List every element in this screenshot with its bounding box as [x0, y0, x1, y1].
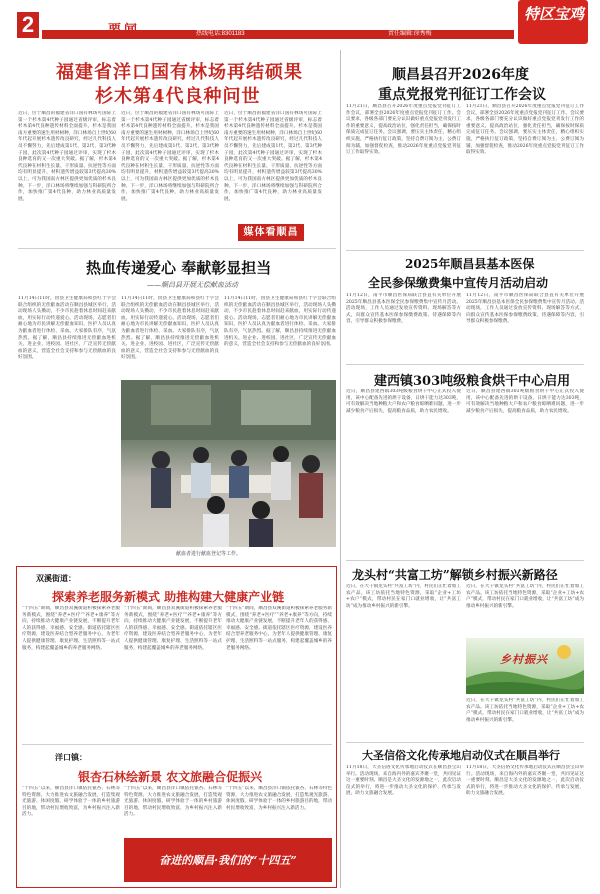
article-culture-body: 11月18日，大圣信俗文化传承地启动仪式在顺昌县宝山举行。活动现场，来自海内外的嘉宾齐聚一堂，共同见证这一重要时刻。顺昌是大圣文化的发源地之一，此次启动仪式的举行，将进一步推动大圣文化的保护、传承与发展，助力文旅融合发展。	[346, 765, 461, 797]
headline-newspaper-2: 重点党报党刊征订工作会议	[378, 87, 546, 103]
headline-newspaper-1: 顺昌县召开2026年度	[392, 67, 529, 83]
slogan-text: 奋进的顺昌·我们的“十四五”	[159, 854, 297, 867]
article-insurance-body: 11月12日，南平市顺昌医保局联合县直有关单位开展2025年顺昌县基本医保全民参保缴费集中宣传月活动。活动现场，工作人员通过发放宣传资料、现场解答等方式，向群众宣传基本医保参保缴费政策、待遇保障等内容，引导群众积极参保缴费。	[346, 293, 461, 325]
article-grain-body: 近日，顺昌县建西镇303吨级粮食烘干中心正式投入使用，该中心配备先进的烘干设备，日烘干能力达303吨，可有效解决当地种粮大户和农户粮食晾晒难问题，进一步减少粮食产后损失，提高粮食品质，助力农民增收。	[346, 389, 461, 414]
divider	[18, 248, 336, 249]
header-rule	[42, 30, 514, 39]
article-insurance-body-2: 11月12日，南平市顺昌医保局联合县直有关单位开展2025年顺昌县基本医保全民参保缴费集中宣传月活动。活动现场，工作人员通过发放宣传资料、现场解答等方式，向群众宣传基本医保参保缴费政策、待遇保障等内容，引导群众积极参保缴费。	[466, 293, 584, 325]
headline-insurance-2: 全民参保缴费集中宣传月活动启动	[368, 276, 549, 290]
article-ginkgo-body-2: “十四五”以来，顺昌县洋口镇依托银杏、石林等特色资源，大力推进农文旅融合发展，打造集观光旅游、休闲度假、研学体验于一体的乡村旅游目的地，带动村民增收致富，为乡村振兴注入新活力。	[124, 786, 222, 818]
article-coop-body-2: 近日，在大干镇龙头村“共富工坊”内，村民们正忙着加工农产品。该工坊依托当地特色资源，采取“企业+工坊+农户”模式，带动村民在家门口就业增收，让“共富工坊”成为推动乡村振兴的新引擎。	[466, 584, 584, 609]
headline-forest-2: 杉木第4代良种问世	[95, 86, 261, 107]
blood-donation-photo	[121, 380, 336, 547]
headline-insurance-1: 2025年顺昌县基本医保	[405, 257, 535, 271]
article-blood-body-3: 11月14日11时，由县卫生健康局和县红十字会联合组织的无偿献血活动在顺昌县城区举行，活动现场人头攒动，不少市民趁着休息时间赶来献血，用实际行动传递爱心。活动现场，志愿者们耐心地为市民讲解无偿献血知识，医护人员认真为献血者进行体检、采血。大家排队有序，气氛热烈。据了解，顺昌县持续推进无偿献血进机关、进企业、进校园、进社区，广泛宣传无偿献血的意义，营造全社会支持和参与无偿献血的良好氛围。	[224, 296, 336, 348]
divider	[22, 744, 332, 745]
hotline: 热线电话:8301183	[196, 31, 245, 37]
article-newspaper-body-2: 11月21日，顺昌县召开2026年度重点党报党刊征订工作会议，部署全县2026年度重点党报党刊征订工作。会议要求，各级各部门要充分认识做好重点党报党刊发行工作的重要意义，提高政治站位，强化责任担当，确保按时保质完成征订任务。会议强调，要压实主体责任，精心组织实施，严格执行征订政策，坚持自费订阅为主、公费订阅为辅，加强督促检查，推动2026年度重点党报党刊征订工作取得实效。	[466, 104, 584, 156]
article-ginkgo-body: “十四五”以来，顺昌县洋口镇依托银杏、石林等特色资源，大力推进农文旅融合发展，打造集观光旅游、休闲度假、研学体验于一体的乡村旅游目的地，带动村民增收致富，为乡村振兴注入新活力。	[22, 786, 120, 818]
article-eldercare-body-3: “十四五”期间，顺昌县双溪街道积极探索养老服务新模式，围绕“养老+医疗”“养老+康养”等方向，持续推动大健康产业链发展，不断提升老年人的获得感、幸福感、安全感。街道依托辖区医疗资源，建设医养结合型养老服务中心，为老年人提供健康管理、康复护理、生活照料等一站式服务，构建起覆盖城乡的养老服务网络。	[226, 606, 332, 651]
article-blood-body: 11月14日11时，由县卫生健康局和县红十字会联合组织的无偿献血活动在顺昌县城区举行，活动现场人头攒动，不少市民趁着休息时间赶来献血，用实际行动传递爱心。活动现场，志愿者们耐心地为市民讲解无偿献血知识，医护人员认真为献血者进行体检、采血。大家排队有序，气氛热烈。据了解，顺昌县持续推进无偿献血进机关、进企业、进校园、进社区，广泛宣传无偿献血的意义，营造全社会支持和参与无偿献血的良好氛围。	[18, 296, 116, 361]
divider	[346, 742, 584, 743]
article-eldercare-body-2: “十四五”期间，顺昌县双溪街道积极探索养老服务新模式，围绕“养老+医疗”“养老+康养”等方向，持续推动大健康产业链发展，不断提升老年人的获得感、幸福感、安全感。街道依托辖区医疗资源，建设医养结合型养老服务中心，为老年人提供健康管理、康复护理、生活照料等一站式服务，构建起覆盖城乡的养老服务网络。	[124, 606, 222, 651]
photo-caption: 献血者进行献血登记等工作。	[176, 551, 242, 557]
headline-ginkgo: 银杏石林绘新景 农文旅融合促振兴	[78, 770, 263, 784]
headline-blood: 热血传递爱心 奉献彰显担当	[86, 259, 272, 277]
subheadline-blood: ——顺昌县开展无偿献血活动	[147, 281, 238, 289]
headline-culture: 大圣信俗文化传承地启动仪式在顺昌举行	[362, 749, 560, 762]
masthead-text: 特区宝鸡	[523, 5, 584, 23]
headline-coop: 龙头村“共富工坊”解锁乡村振兴新路径	[352, 568, 558, 582]
divider	[346, 250, 584, 251]
column-divider	[340, 50, 341, 888]
article-blood-body-2: 11月14日11时，由县卫生健康局和县红十字会联合组织的无偿献血活动在顺昌县城区举行，活动现场人头攒动，不少市民趁着休息时间赶来献血，用实际行动传递爱心。活动现场，志愿者们耐心地为市民讲解无偿献血知识，医护人员认真为献血者进行体检、采血。大家排队有序，气氛热烈。据了解，顺昌县持续推进无偿献血进机关、进企业、进校园、进社区，广泛宣传无偿献血的意义，营造全社会支持和参与无偿献血的良好氛围。	[121, 296, 219, 361]
article-newspaper-body: 11月21日，顺昌县召开2026年度重点党报党刊征订工作会议，部署全县2026年度重点党报党刊征订工作。会议要求，各级各部门要充分认识做好重点党报党刊发行工作的重要意义，提高政治站位，强化责任担当，确保按时保质完成征订任务。会议强调，要压实主体责任，精心组织实施，严格执行征订政策，坚持自费订阅为主、公费订阅为辅，加强督促检查，推动2026年度重点党报党刊征订工作取得实效。	[346, 104, 461, 156]
tag-shuangxi: 双溪街道：	[36, 573, 76, 583]
media-label: 媒体看顺昌	[243, 227, 299, 238]
article-forest-body: 近日，位于顺昌的福建省洋口国有林场可国际上第一个杉木第4代种子园通过省级评审，标志着杉木第4代良种遗传材料全面提升。杉木是我国南方重要的速生用材树种，洋口林场自上世纪60年代起开展杉木遗传改良研究，经过几代科技人员不懈努力，先后建成第1代、第2代、第3代种子园，此次第4代种子园通过评审，实现了杉木良种选育的又一次重大突破。据了解，杉木第4代良种在材积生长量、干形质量、抗逆性等方面均有明显提升，材积遗传增益较第3代提高30%以上，可为我国南方林区提供更加优质的杉木良种。下一步，洋口林场将继续加强与科研院所合作，加快推广第4代良种，助力林业高质量发展。	[18, 111, 116, 202]
article-coop-body: 近日，在大干镇龙头村“共富工坊”内，村民们正忙着加工农产品。该工坊依托当地特色资源，采取“企业+工坊+农户”模式，带动村民在家门口就业增收，让“共富工坊”成为推动乡村振兴的新引擎。	[346, 584, 461, 609]
tag-yangkou: 洋口镇：	[55, 752, 87, 762]
page-header	[0, 0, 600, 46]
editor: 责任编辑:徐秀梅	[388, 31, 432, 37]
page-number: 2	[21, 12, 35, 37]
article-culture-body-2: 11月18日，大圣信俗文化传承地启动仪式在顺昌县宝山举行。活动现场，来自海内外的嘉宾齐聚一堂，共同见证这一重要时刻。顺昌是大圣文化的发源地之一，此次启动仪式的举行，将进一步推动大圣文化的保护、传承与发展，助力文旅融合发展。	[466, 765, 584, 797]
article-forest-body-3: 近日，位于顺昌的福建省洋口国有林场可国际上第一个杉木第4代种子园通过省级评审，标志着杉木第4代良种遗传材料全面提升。杉木是我国南方重要的速生用材树种，洋口林场自上世纪60年代起开展杉木遗传改良研究，经过几代科技人员不懈努力，先后建成第1代、第2代、第3代种子园，此次第4代种子园通过评审，实现了杉木良种选育的又一次重大突破。据了解，杉木第4代良种在材积生长量、干形质量、抗逆性等方面均有明显提升，材积遗传增益较第3代提高30%以上，可为我国南方林区提供更加优质的杉木良种。下一步，洋口林场将继续加强与科研院所合作，加快推广第4代良种，助力林业高质量发展。	[224, 111, 322, 202]
article-grain-body-2: 近日，顺昌县建西镇303吨级粮食烘干中心正式投入使用，该中心配备先进的烘干设备，日烘干能力达303吨，可有效解决当地种粮大户和农户粮食晾晒难问题，进一步减少粮食产后损失，提高粮食品质，助力农民增收。	[466, 389, 584, 414]
divider	[346, 364, 584, 365]
banner-text: 乡村振兴	[500, 653, 548, 666]
article-eldercare-body: “十四五”期间，顺昌县双溪街道积极探索养老服务新模式，围绕“养老+医疗”“养老+康养”等方向，持续推动大健康产业链发展，不断提升老年人的获得感、幸福感、安全感。街道依托辖区医疗资源，建设医养结合型养老服务中心，为老年人提供健康管理、康复护理、生活照料等一站式服务，构建起覆盖城乡的养老服务网络。	[22, 606, 120, 651]
headline-forest-1: 福建省洋口国有林场再结硕果	[56, 62, 303, 83]
photo-scene	[121, 380, 336, 547]
article-forest-body-2: 近日，位于顺昌的福建省洋口国有林场可国际上第一个杉木第4代种子园通过省级评审，标志着杉木第4代良种遗传材料全面提升。杉木是我国南方重要的速生用材树种，洋口林场自上世纪60年代起开展杉木遗传改良研究，经过几代科技人员不懈努力，先后建成第1代、第2代、第3代种子园，此次第4代种子园通过评审，实现了杉木良种选育的又一次重大突破。据了解，杉木第4代良种在材积生长量、干形质量、抗逆性等方面均有明显提升，材积遗传增益较第3代提高30%以上，可为我国南方林区提供更加优质的杉木良种。下一步，洋口林场将继续加强与科研院所合作，加快推广第4代良种，助力林业高质量发展。	[121, 111, 219, 202]
divider	[346, 560, 584, 561]
article-coop-body-3: 近日，在大干镇龙头村“共富工坊”内，村民们正忙着加工农产品。该工坊依托当地特色资源，采取“企业+工坊+农户”模式，带动村民在家门口就业增收，让“共富工坊”成为推动乡村振兴的新引擎。	[466, 698, 584, 723]
headline-eldercare: 探索养老服务新模式 助推构建大健康产业链	[52, 590, 285, 604]
headline-grain: 建西镇303吨级粮食烘干中心启用	[374, 374, 571, 389]
article-ginkgo-body-3: “十四五”以来，顺昌县洋口镇依托银杏、石林等特色资源，大力推进农文旅融合发展，打造集观光旅游、休闲度假、研学体验于一体的乡村旅游目的地，带动村民增收致富，为乡村振兴注入新活力。	[226, 786, 332, 811]
